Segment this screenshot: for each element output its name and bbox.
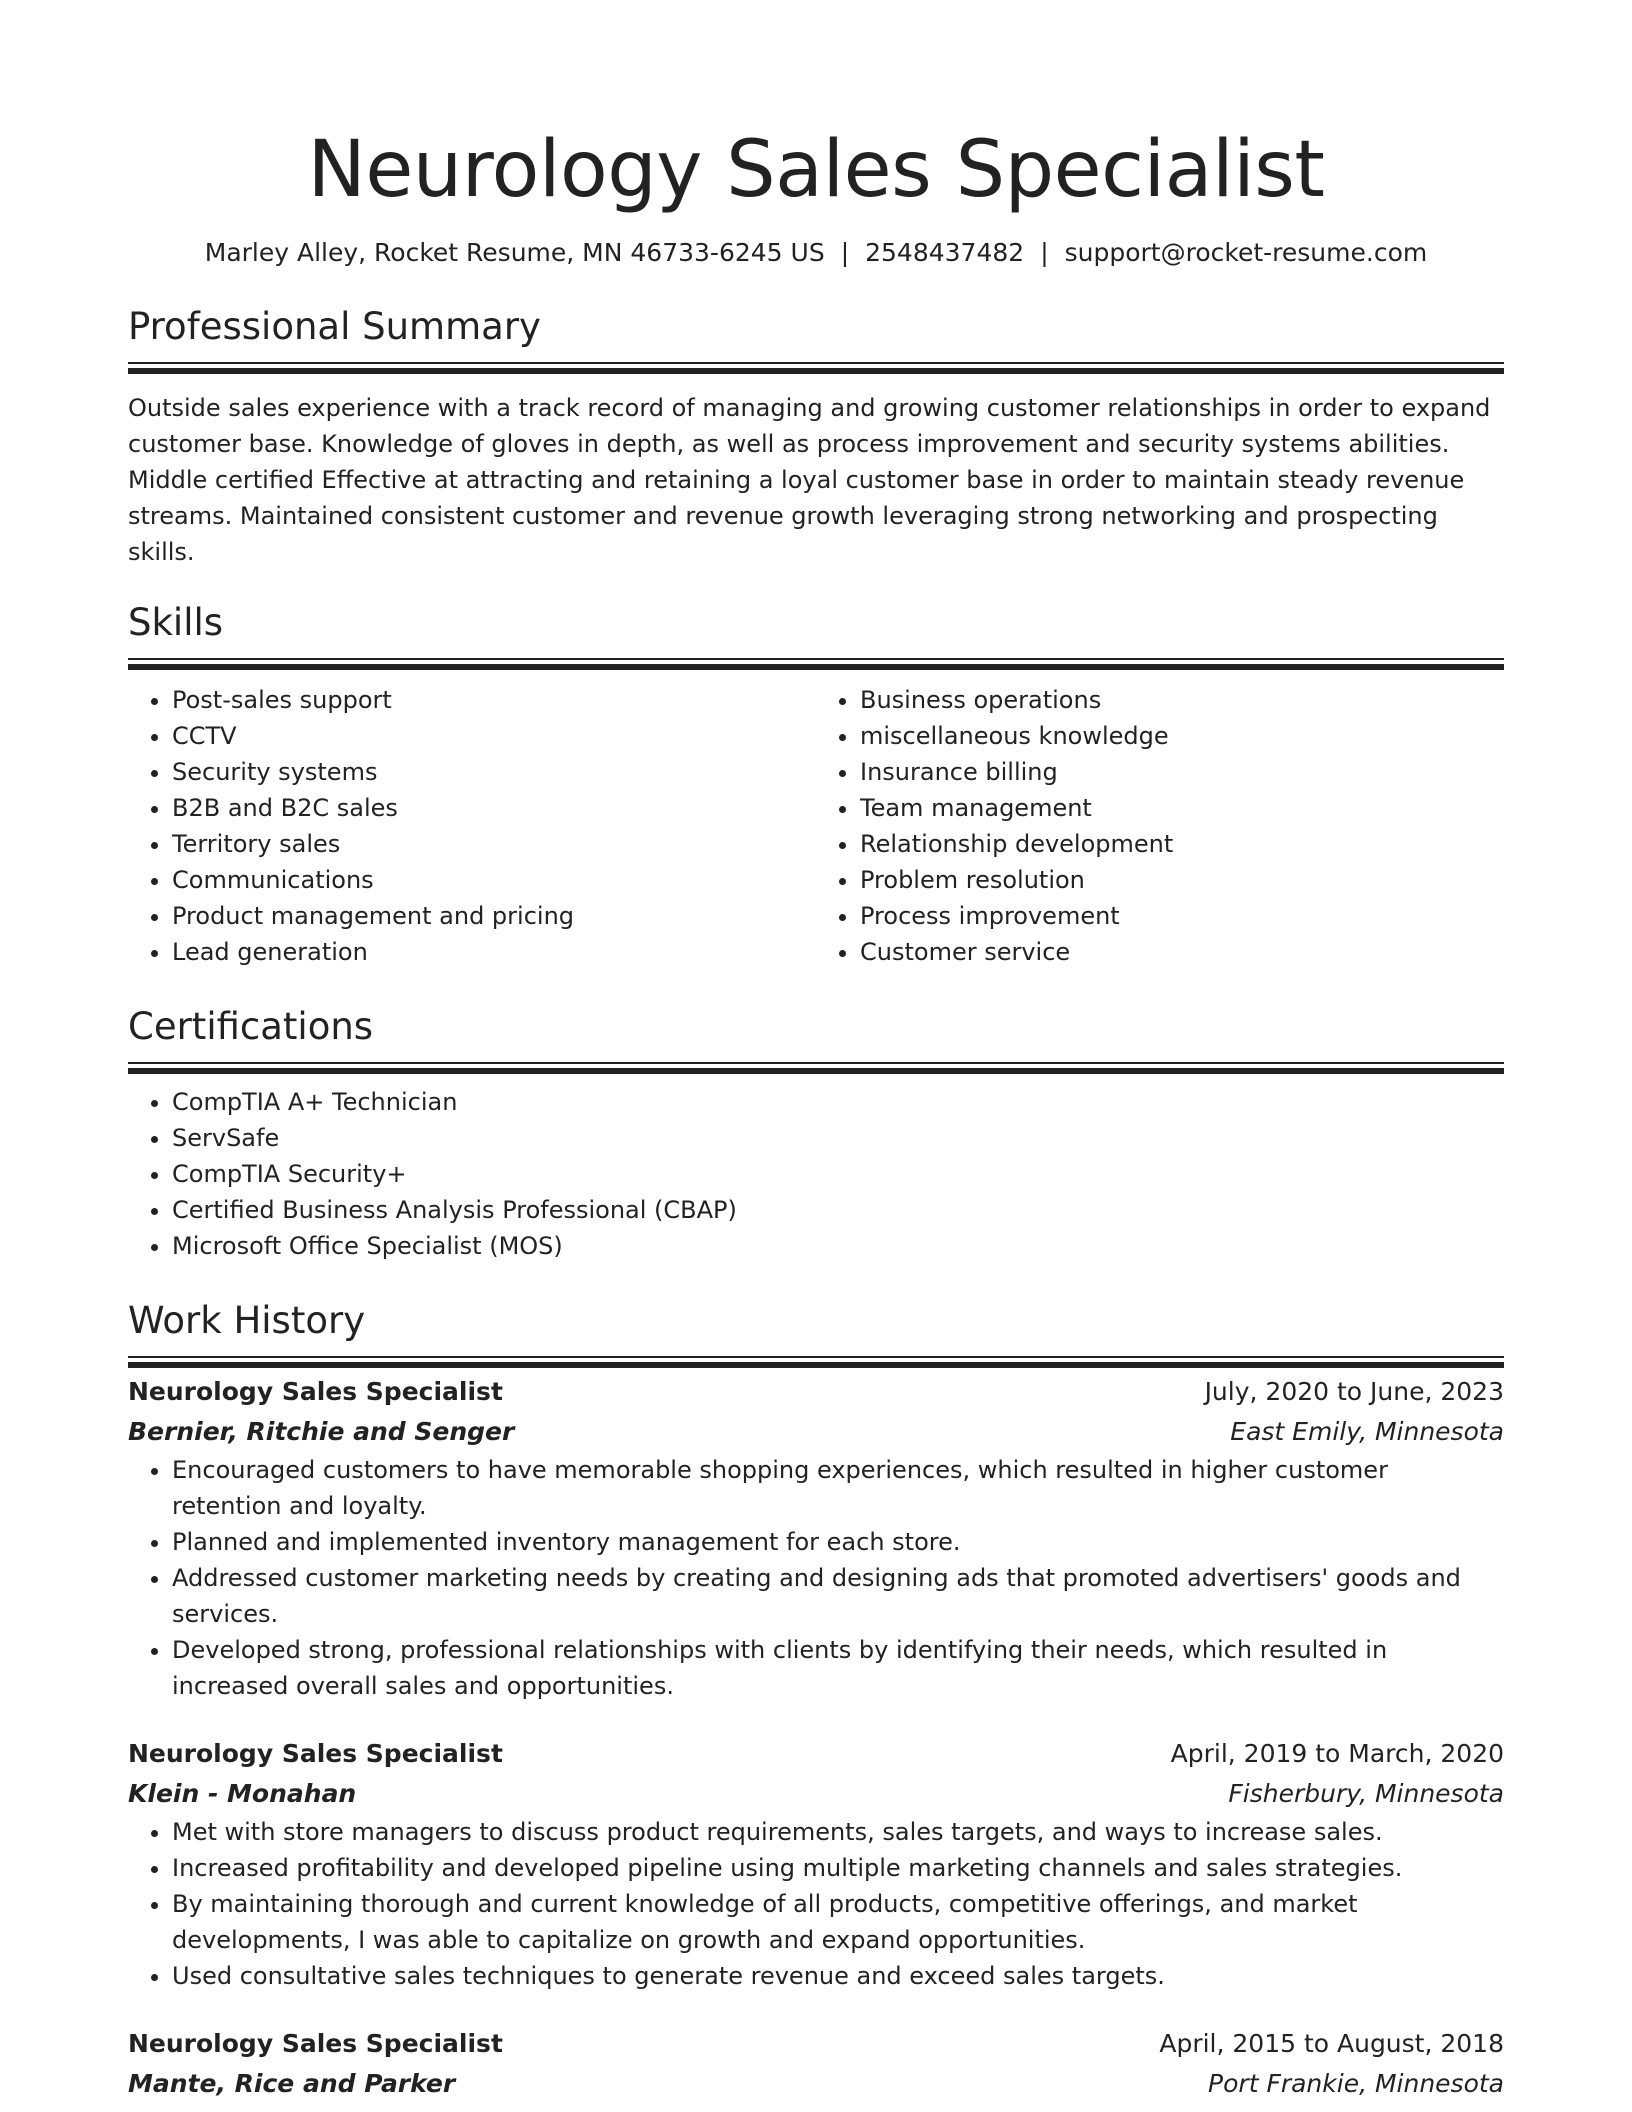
job-company: Mante, Rice and Parker bbox=[128, 2069, 456, 2098]
work-history-section bbox=[128, 1298, 1504, 2104]
job-bullets bbox=[128, 1814, 1504, 1994]
section-divider bbox=[128, 1356, 1504, 1358]
job-title: Neurology Sales Specialist bbox=[128, 2029, 503, 2058]
job-bullet: • Addressed customer marketing needs by creating and designing ads that promoted advertisers' goods and services. bbox=[172, 1560, 1504, 1632]
skill-item: • Business operations bbox=[860, 682, 1504, 718]
skills-right-list bbox=[816, 682, 1504, 970]
job-bullet: • Met with store managers to discuss product requirements, sales targets, and ways to increase sales. bbox=[172, 1814, 1504, 1850]
job-subheader bbox=[128, 1412, 1504, 1452]
skills-section bbox=[128, 600, 1504, 970]
certifications-list bbox=[128, 1084, 1504, 1264]
skill-item: • Territory sales bbox=[172, 826, 816, 862]
skills-left-list bbox=[128, 682, 816, 970]
skill-item: • Lead generation bbox=[172, 934, 816, 970]
contact-phone: 2548437482 bbox=[865, 238, 1025, 267]
job-subheader bbox=[128, 1774, 1504, 1814]
section-title-summary: Professional Summary bbox=[128, 305, 541, 348]
job-entry bbox=[128, 1734, 1504, 1994]
skill-item: • Customer service bbox=[860, 934, 1504, 970]
job-company: Bernier, Ritchie and Senger bbox=[128, 1417, 515, 1446]
skill-item: • Relationship development bbox=[860, 826, 1504, 862]
contact-address: Marley Alley, Rocket Resume, MN 46733-6245 US bbox=[204, 238, 825, 267]
job-bullet: • Encouraged customers to have memorable shopping experiences, which resulted in higher customer retention and loyalty. bbox=[172, 1452, 1504, 1524]
certification-item: • Microsoft Office Specialist (MOS) bbox=[172, 1228, 1504, 1264]
job-entry bbox=[128, 1372, 1504, 1704]
job-company: Klein - Monahan bbox=[128, 1779, 357, 1808]
skill-item: • B2B and B2C sales bbox=[172, 790, 816, 826]
skill-item: • CCTV bbox=[172, 718, 816, 754]
skill-item: • Communications bbox=[172, 862, 816, 898]
skill-item: • Team management bbox=[860, 790, 1504, 826]
job-header bbox=[128, 1734, 1504, 1774]
skill-item: • Product management and pricing bbox=[172, 898, 816, 934]
job-location: East Emily, Minnesota bbox=[1230, 1417, 1504, 1446]
section-title-skills: Skills bbox=[128, 601, 224, 644]
job-bullet: • Planned and implemented inventory management for each store. bbox=[172, 1524, 1504, 1560]
summary-text: Outside sales experience with a track record of managing and growing customer relationships in order to expand customer base. Knowledge of gloves in depth, as well as process improvement and security systems abilities. Middle certified Effective at attracting and retaining a loyal customer base in order to maintain steady revenue streams. Maintained consistent customer and revenue growth leveraging strong networking and prospecting skills. bbox=[128, 394, 1491, 566]
summary-section bbox=[128, 304, 1504, 570]
job-header bbox=[128, 1372, 1504, 1412]
section-divider bbox=[128, 658, 1504, 660]
skill-item: • Insurance billing bbox=[860, 754, 1504, 790]
skill-item: • Post-sales support bbox=[172, 682, 816, 718]
contact-email: support@rocket-resume.com bbox=[1064, 238, 1428, 267]
certification-item: • ServSafe bbox=[172, 1120, 1504, 1156]
job-title: Neurology Sales Specialist bbox=[128, 1739, 503, 1768]
job-dates: April, 2019 to March, 2020 bbox=[1170, 1739, 1504, 1768]
section-divider bbox=[128, 362, 1504, 364]
section-title-work-history: Work History bbox=[128, 1299, 366, 1342]
job-title: Neurology Sales Specialist bbox=[128, 1377, 503, 1406]
skill-item: • Problem resolution bbox=[860, 862, 1504, 898]
skill-item: • Security systems bbox=[172, 754, 816, 790]
job-header bbox=[128, 2024, 1504, 2064]
job-bullet: • Increased profitability and developed pipeline using multiple marketing channels and sales strategies. bbox=[172, 1850, 1504, 1886]
certifications-section bbox=[128, 1004, 1504, 1264]
job-entry bbox=[128, 2024, 1504, 2104]
job-location: Fisherbury, Minnesota bbox=[1228, 1779, 1504, 1808]
resume-name: Neurology Sales Specialist bbox=[307, 125, 1325, 215]
job-dates: April, 2015 to August, 2018 bbox=[1159, 2029, 1504, 2058]
job-dates: July, 2020 to June, 2023 bbox=[1204, 1377, 1504, 1406]
section-title-certifications: Certifications bbox=[128, 1005, 374, 1048]
contact-line bbox=[128, 236, 1504, 270]
certification-item: • Certified Business Analysis Professional (CBAP) bbox=[172, 1192, 1504, 1228]
skill-item: • miscellaneous knowledge bbox=[860, 718, 1504, 754]
job-bullets bbox=[128, 1452, 1504, 1704]
job-bullet: • Developed strong, professional relationships with clients by identifying their needs, which resulted in increased overall sales and opportunities. bbox=[172, 1632, 1504, 1704]
contact-separator: | bbox=[840, 238, 850, 267]
section-divider bbox=[128, 1062, 1504, 1064]
job-bullet: • Used consultative sales techniques to generate revenue and exceed sales targets. bbox=[172, 1958, 1504, 1994]
skill-item: • Process improvement bbox=[860, 898, 1504, 934]
certification-item: • CompTIA Security+ bbox=[172, 1156, 1504, 1192]
job-subheader bbox=[128, 2064, 1504, 2104]
resume-page bbox=[128, 0, 1504, 2104]
skills-columns bbox=[128, 682, 1504, 970]
contact-separator: | bbox=[1040, 238, 1049, 267]
job-bullet: • By maintaining thorough and current knowledge of all products, competitive offerings, and market developments, I was able to capitalize on growth and expand opportunities. bbox=[172, 1886, 1504, 1958]
certification-item: • CompTIA A+ Technician bbox=[172, 1084, 1504, 1120]
job-location: Port Frankie, Minnesota bbox=[1208, 2069, 1504, 2098]
